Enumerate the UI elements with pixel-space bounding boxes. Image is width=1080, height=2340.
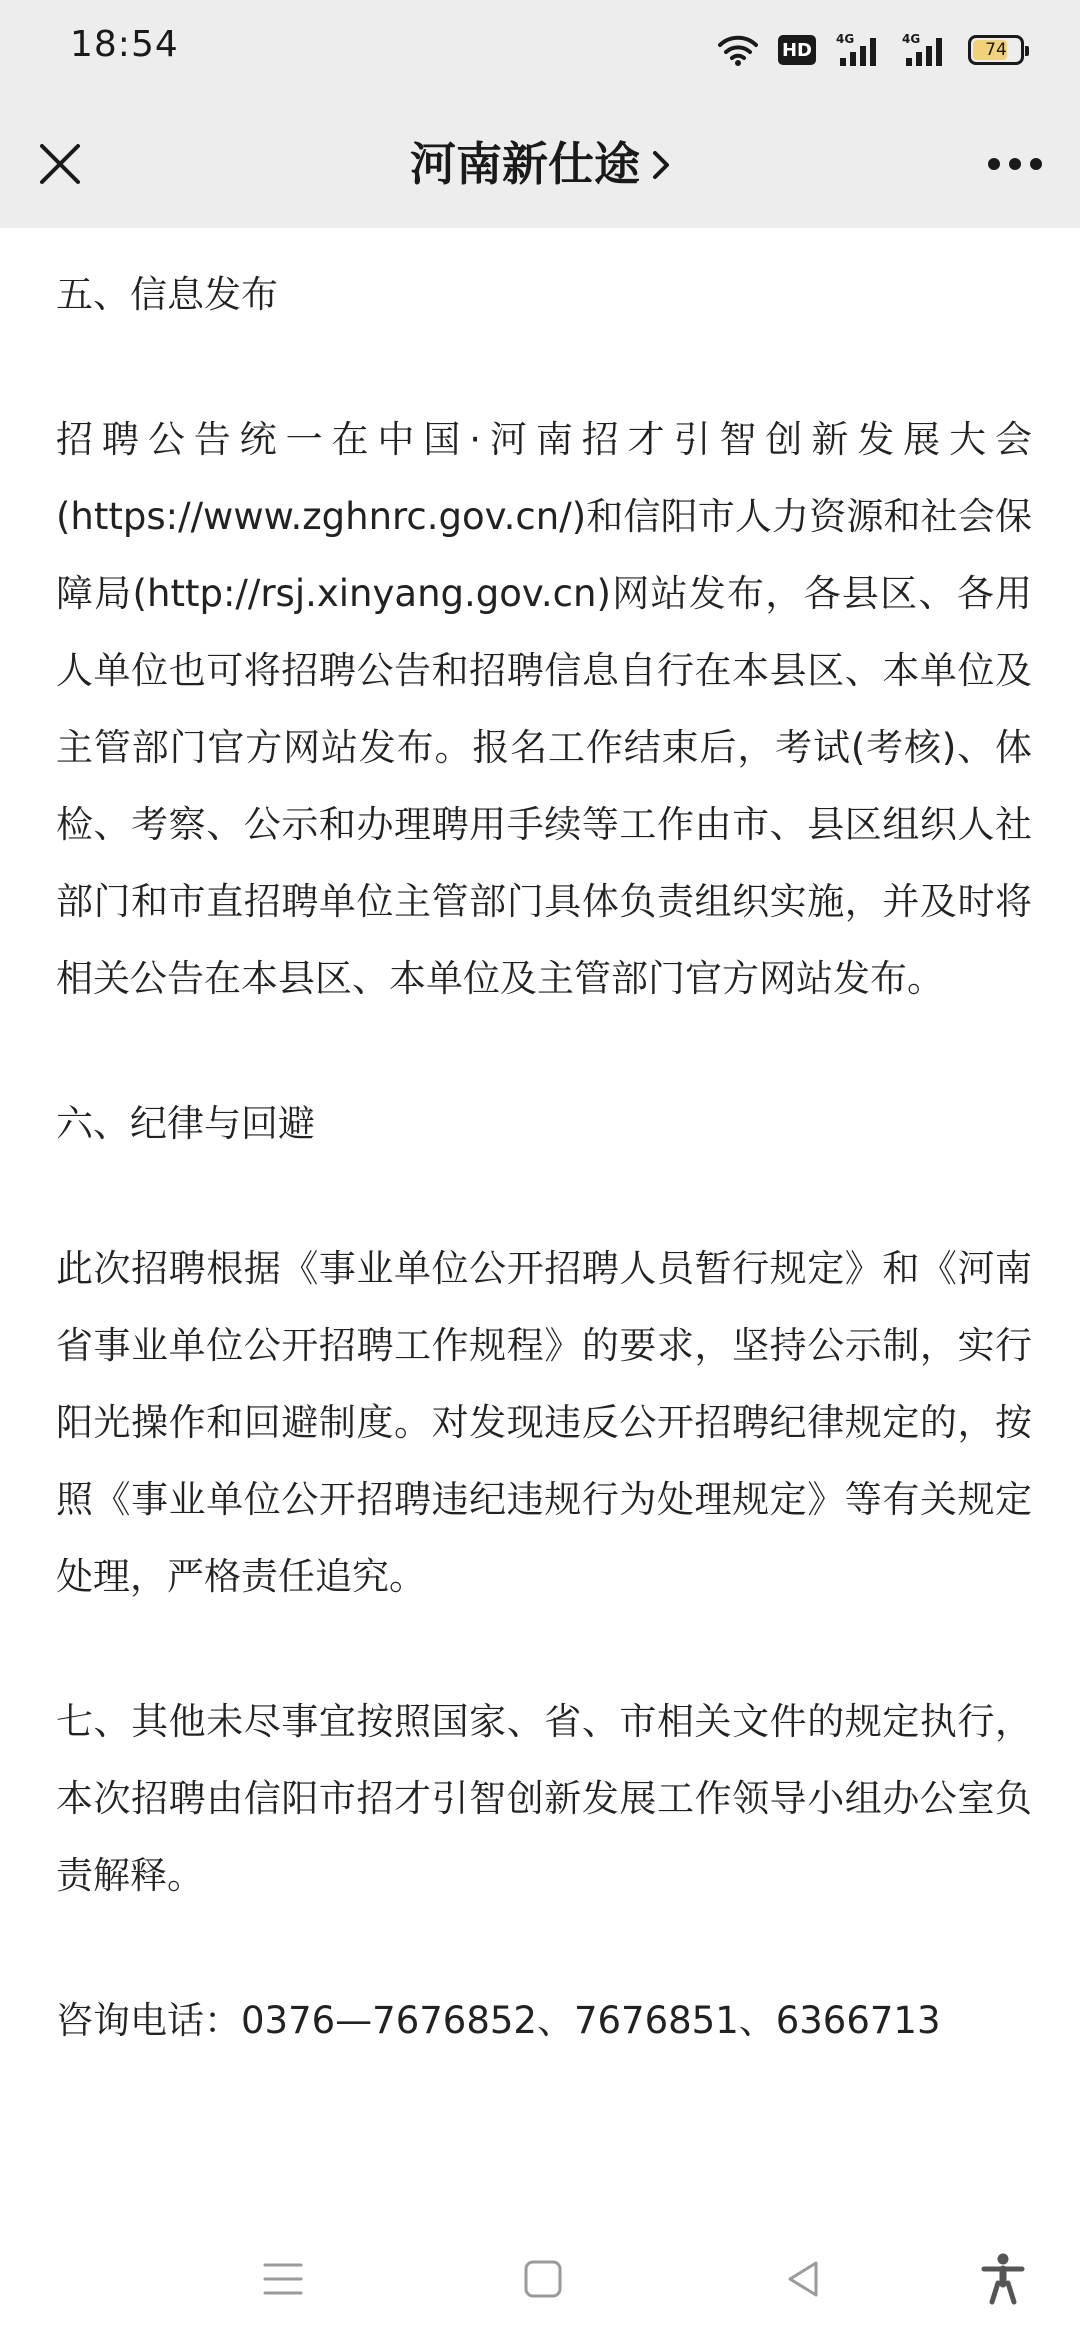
battery-cap bbox=[1025, 46, 1029, 56]
hd-badge: HD bbox=[778, 35, 816, 65]
contact-phone: 咨询电话：0376—7676852、7676851、6366713 bbox=[56, 1999, 941, 2042]
signal-icon bbox=[836, 32, 882, 68]
signal-icon-2 bbox=[902, 32, 948, 68]
back-triangle-icon bbox=[782, 2258, 824, 2300]
wifi-icon bbox=[718, 33, 758, 67]
accessibility-button[interactable] bbox=[968, 2244, 1038, 2314]
network-label-1: 4G bbox=[836, 32, 855, 46]
back-button[interactable] bbox=[768, 2244, 838, 2314]
menu-icon bbox=[261, 2259, 305, 2299]
battery-text: 74 bbox=[985, 40, 1007, 60]
network-label-2: 4G bbox=[902, 32, 921, 46]
status-icons bbox=[718, 30, 1024, 70]
section-body-7: 七、其他未尽事宜按照国家、省、市相关文件的规定执行，本次招聘由信阳市招才引智创新发展工作领导小组办公室负责解释。 bbox=[56, 1700, 1032, 1897]
section-heading-6: 六、纪律与回避 bbox=[56, 1102, 315, 1145]
home-square-icon bbox=[522, 2258, 564, 2300]
recent-apps-button[interactable] bbox=[248, 2244, 318, 2314]
header-bar bbox=[0, 100, 1080, 228]
more-button[interactable] bbox=[980, 134, 1050, 194]
account-title-link[interactable] bbox=[0, 134, 1080, 194]
system-nav-bar bbox=[0, 2220, 1080, 2340]
accessibility-icon bbox=[981, 2252, 1025, 2306]
page-title: 河南新仕途 bbox=[410, 137, 640, 191]
section-heading-5: 五、信息发布 bbox=[56, 273, 278, 316]
status-time: 18:54 bbox=[70, 24, 179, 65]
article-content bbox=[56, 228, 1032, 2158]
home-button[interactable] bbox=[508, 2244, 578, 2314]
chevron-right-icon bbox=[652, 150, 670, 180]
battery-icon bbox=[968, 35, 1024, 65]
section-body-5: 招聘公告统一在中国·河南招才引智创新发展大会(https://www.zghnrc.gov.cn/)和信阳市人力资源和社会保障局(http://rsj.xinyang.gov.cn)网站发布，各县区、各用人单位也可将招聘公告和招聘信息自行在本县区、本单位及主管部门官方网站发布。报名工作结束后，考试(考核)、体检、考察、公示和办理聘用手续等工作由市、县区组织人社部门和市直招聘单位主管部门具体负责组织实施，并及时将相关公告在本县区、本单位及主管部门官方网站发布。 bbox=[56, 418, 1032, 1000]
status-bar bbox=[0, 0, 1080, 100]
section-body-6: 此次招聘根据《事业单位公开招聘人员暂行规定》和《河南省事业单位公开招聘工作规程》的要求，坚持公示制，实行阳光操作和回避制度。对发现违反公开招聘纪律规定的，按照《事业单位公开招聘违纪违规行为处理规定》等有关规定处理，严格责任追究。 bbox=[56, 1247, 1032, 1598]
more-dots-icon bbox=[987, 157, 1043, 171]
